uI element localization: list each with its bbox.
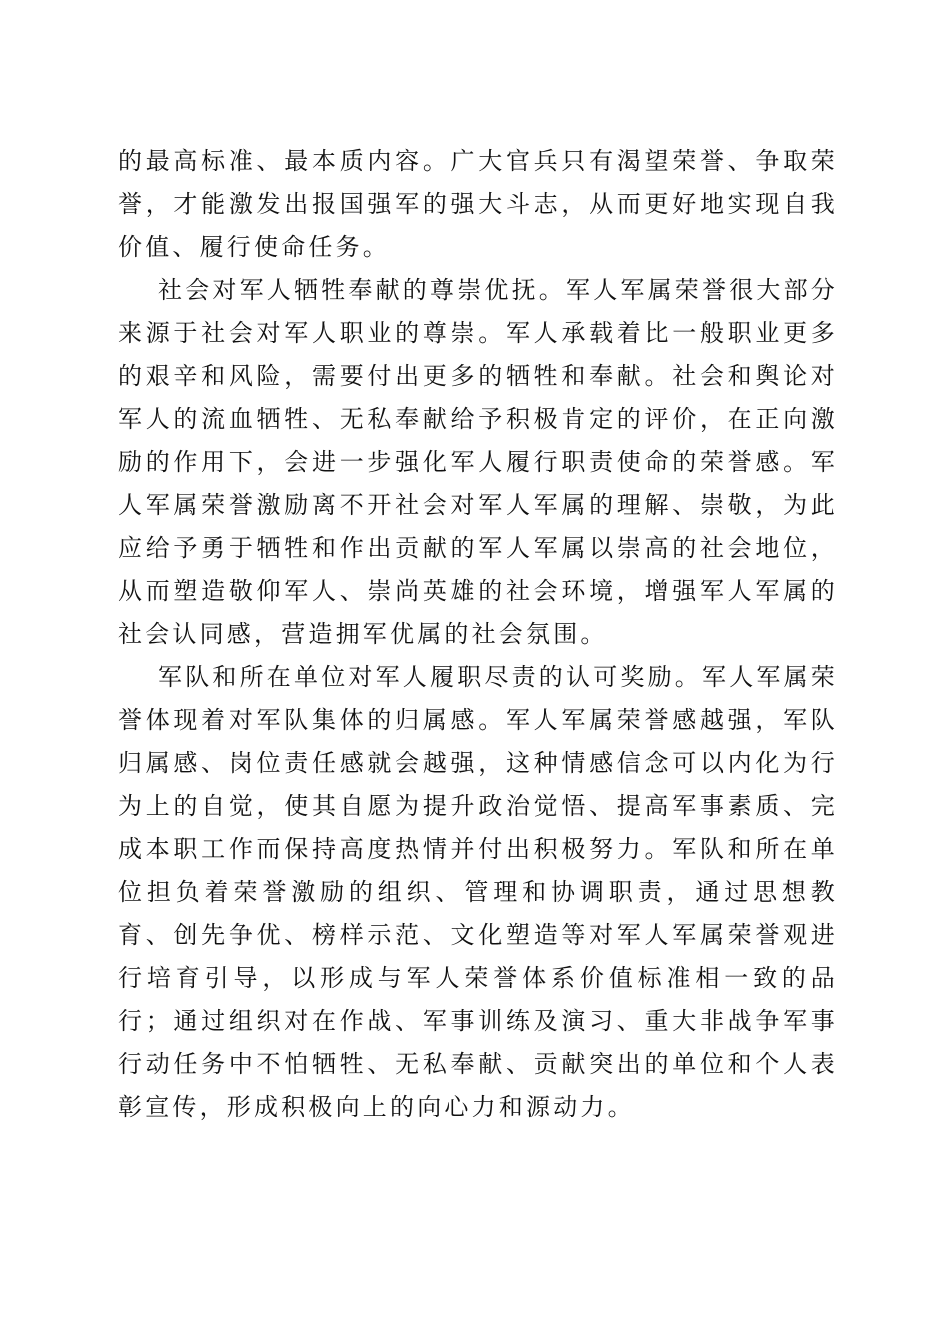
body-text: [118, 140, 838, 1129]
paragraph-social-respect: 社会对军人牺牲奉献的尊崇优抚。军人军属荣誉很大部分来源于社会对军人职业的尊崇。军人承载着比一般职业更多的艰辛和风险，需要付出更多的牺牲和奉献。社会和舆论对军人的流血牺牲、无私奉献给予积极肯定的评价，在正向激励的作用下，会进一步强化军人履行职责使命的荣誉感。军人军属荣誉激励离不开社会对军人军属的理解、崇敬，为此应给予勇于牺牲和作出贡献的军人军属以崇高的社会地位，从而塑造敬仰军人、崇尚英雄的社会环境，增强军人军属的社会认同感，营造拥军优属的社会氛围。: [118, 276, 838, 648]
paragraph-military-recognition: 军队和所在单位对军人履职尽责的认可奖励。军人军属荣誉体现着对军队集体的归属感。军人军属荣誉感越强，军队归属感、岗位责任感就会越强，这种情感信念可以内化为行为上的自觉，使其自愿为提升政治觉悟、提高军事素质、完成本职工作而保持高度热情并付出积极努力。军队和所在单位担负着荣誉激励的组织、管理和协调职责，通过思想教育、创先争优、榜样示范、文化塑造等对军人军属荣誉观进行培育引导，以形成与军人荣誉体系价值标准相一致的品行；通过组织对在作战、军事训练及演习、重大非战争军事行动任务中不怕牺牲、无私奉献、贡献突出的单位和个人表彰宣传，形成积极向上的向心力和源动力。: [118, 663, 838, 1121]
paragraph-continuation: 的最高标准、最本质内容。广大官兵只有渴望荣誉、争取荣誉，才能激发出报国强军的强大斗志，从而更好地实现自我价值、履行使命任务。: [118, 147, 838, 261]
